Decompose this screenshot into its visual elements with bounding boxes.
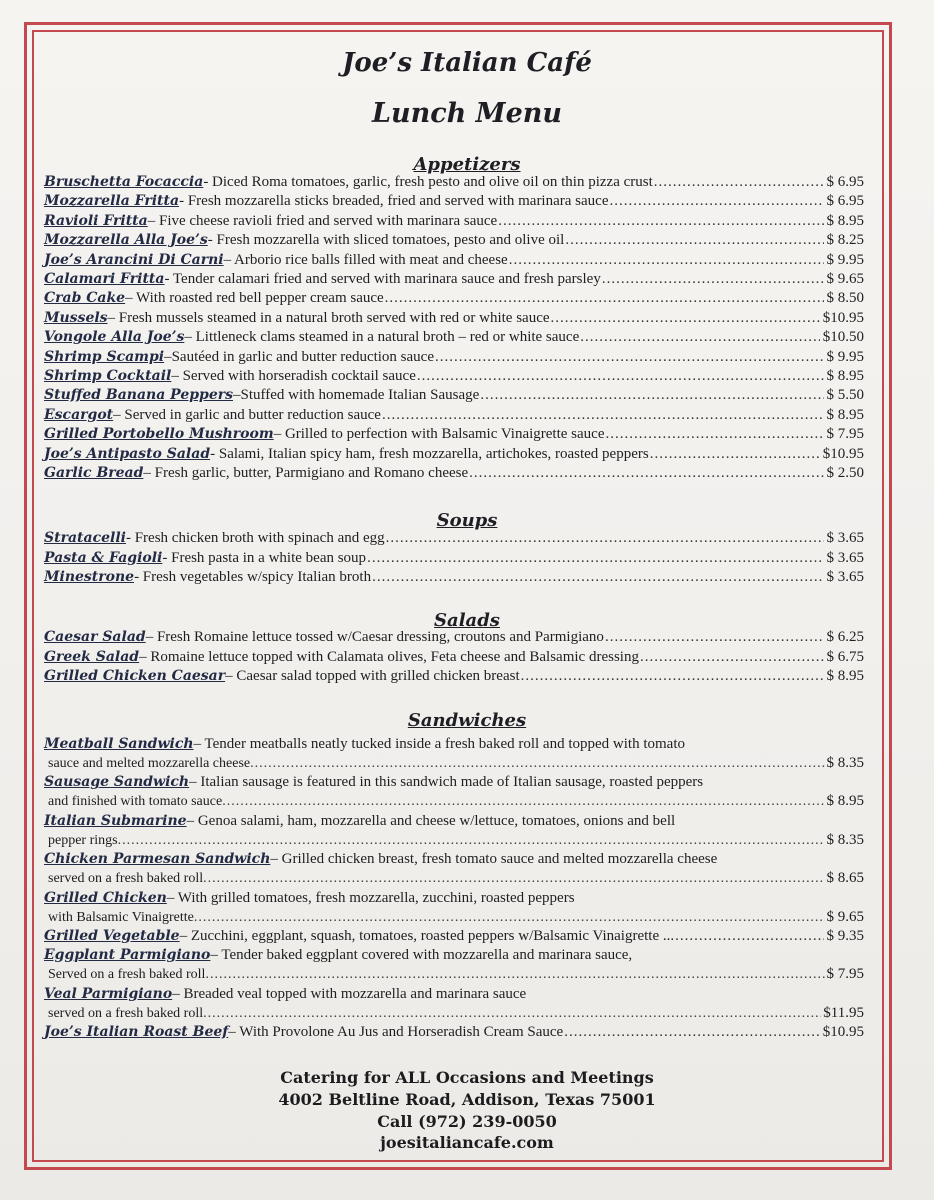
menu-item-description: - Salami, Italian spicy ham, fresh mozzarella, artichokes, roasted peppers bbox=[210, 445, 649, 462]
menu-item-price: $ 8.95 bbox=[826, 212, 864, 229]
dot-leader bbox=[480, 387, 823, 404]
menu-item-name: Shrimp Cocktail bbox=[44, 368, 172, 384]
menu-item bbox=[44, 446, 864, 465]
menu-item-description: – Zucchini, eggplant, squash, tomatoes, roasted peppers w/Balsamic Vinaigrette ... bbox=[179, 928, 675, 944]
menu-item bbox=[44, 213, 864, 232]
dot-leader bbox=[565, 232, 823, 249]
dot-leader bbox=[203, 871, 824, 887]
menu-item bbox=[44, 1024, 864, 1043]
dot-leader bbox=[382, 407, 824, 424]
dot-leader bbox=[203, 1006, 821, 1022]
menu-item-description: – With Provolone Au Jus and Horseradish Cream Sauce bbox=[228, 1024, 564, 1040]
dot-leader bbox=[602, 271, 824, 288]
menu-item-name: Greek Salad bbox=[44, 648, 140, 665]
menu-item-name: Grilled Vegetable bbox=[44, 928, 180, 944]
menu-item-description: – Caesar salad topped with grilled chicken breast bbox=[225, 668, 520, 685]
menu-item bbox=[44, 890, 864, 909]
menu-item-continuation bbox=[48, 793, 864, 812]
dot-leader bbox=[605, 629, 824, 646]
menu-item-price: $ 6.25 bbox=[826, 629, 864, 645]
menu-item-price: $ 8.35 bbox=[826, 831, 864, 848]
menu-item bbox=[44, 407, 864, 426]
menu-item-price: $ 8.65 bbox=[826, 870, 864, 887]
menu-item-price: $ 7.95 bbox=[826, 426, 864, 443]
menu-item bbox=[44, 928, 864, 947]
menu-item bbox=[44, 232, 864, 251]
menu-item-name: Ravioli Fritta bbox=[44, 212, 148, 229]
menu-item bbox=[44, 813, 864, 832]
menu-item-description: – Italian sausage is featured in this sandwich made of Italian sausage, roasted peppers bbox=[189, 774, 704, 791]
menu-item bbox=[44, 252, 864, 271]
menu-item-description: – Five cheese ravioli fried and served with marinara sauce bbox=[147, 212, 498, 229]
menu-item-description-cont: sauce and melted mozzarella cheese bbox=[48, 756, 251, 771]
menu-item-price: $ 3.65 bbox=[826, 530, 864, 546]
menu-item bbox=[44, 851, 864, 870]
dot-leader bbox=[551, 310, 820, 327]
menu-item-description: - Fresh mozzarella with sliced tomatoes, pesto and olive oil bbox=[207, 232, 565, 249]
restaurant-name: Joe’s Italian Café bbox=[342, 48, 592, 78]
menu-item-description: – Fresh Romaine lettuce tossed w/Caesar dressing, croutons and Parmigiano bbox=[145, 629, 604, 645]
dot-leader bbox=[372, 569, 823, 586]
menu-item-name: Pasta & Fagioli bbox=[44, 549, 163, 566]
menu-item-description: - Tender calamari fried and served with marinara sauce and fresh parsley bbox=[164, 271, 601, 287]
menu-item-name: Stratacelli bbox=[44, 530, 126, 546]
menu-item-description-cont: and finished with tomato sauce bbox=[48, 794, 223, 810]
menu-item-name: Sausage Sandwich bbox=[44, 774, 190, 791]
menu-item-description: - Fresh chicken broth with spinach and egg bbox=[125, 530, 385, 546]
menu-item bbox=[44, 947, 864, 966]
menu-item-name: Caesar Salad bbox=[44, 629, 146, 645]
menu-item-name: Mozzarella Alla Joe’s bbox=[44, 232, 208, 249]
menu-item-description: – Fresh garlic, butter, Parmigiano and Romano cheese bbox=[143, 465, 469, 481]
menu-item-name: Minestrone bbox=[44, 569, 135, 586]
menu-item-continuation bbox=[48, 966, 864, 985]
salads-heading: Salads bbox=[434, 610, 500, 631]
menu-item-price: $10.95 bbox=[822, 1024, 864, 1040]
menu-item-continuation bbox=[48, 1005, 864, 1024]
menu-item-name: Joe’s Antipasto Salad bbox=[44, 445, 211, 462]
menu-item-name: Bruschetta Focaccia bbox=[44, 174, 204, 190]
menu-item-description: – With roasted red bell pepper cream sauce bbox=[125, 290, 384, 307]
menu-item-name: Escargot bbox=[44, 406, 114, 423]
menu-item bbox=[44, 290, 864, 309]
menu-item bbox=[44, 530, 864, 549]
dot-leader bbox=[435, 349, 824, 366]
menu-item-name: Veal Parmigiano bbox=[44, 985, 173, 1002]
dot-leader bbox=[417, 368, 824, 385]
phone-line: Call (972) 239-0050 bbox=[377, 1112, 557, 1131]
menu-item-price: $10.95 bbox=[822, 445, 864, 462]
soups-heading: Soups bbox=[436, 510, 498, 531]
menu-item-name: Crab Cake bbox=[44, 290, 126, 307]
menu-item-continuation bbox=[48, 755, 864, 774]
menu-item-price: $ 3.65 bbox=[826, 569, 864, 586]
dot-leader bbox=[118, 833, 825, 849]
menu-item-description: - Diced Roma tomatoes, garlic, fresh pesto and olive oil on thin pizza crust bbox=[203, 174, 653, 190]
menu-item bbox=[44, 426, 864, 445]
menu-item-name: Grilled Portobello Mushroom bbox=[44, 426, 274, 443]
dot-leader bbox=[250, 756, 824, 772]
menu-item-continuation bbox=[48, 832, 864, 851]
dot-leader bbox=[675, 928, 823, 945]
dot-leader bbox=[606, 426, 824, 443]
menu-item-price: $ 8.35 bbox=[826, 755, 864, 771]
menu-item-price: $ 7.95 bbox=[826, 966, 864, 983]
menu-item-price: $ 6.95 bbox=[826, 174, 864, 190]
dot-leader bbox=[205, 967, 824, 983]
menu-item-name: Mussels bbox=[44, 309, 108, 326]
menu-item-price: $ 8.95 bbox=[826, 793, 864, 810]
menu-item bbox=[44, 387, 864, 406]
menu-item-price: $10.95 bbox=[822, 309, 864, 326]
menu-item-name: Vongole Alla Joe’s bbox=[44, 329, 185, 346]
menu-item-price: $ 8.95 bbox=[826, 406, 864, 423]
menu-item-name: Eggplant Parmigiano bbox=[44, 947, 211, 964]
address-line: 4002 Beltline Road, Addison, Texas 75001 bbox=[278, 1090, 656, 1109]
menu-item bbox=[44, 174, 864, 193]
menu-item-price: $11.95 bbox=[823, 1004, 864, 1021]
menu-item bbox=[44, 736, 864, 755]
menu-item-description: – Grilled to perfection with Balsamic Vinaigrette sauce bbox=[273, 426, 605, 443]
menu-item-description: – Fresh mussels steamed in a natural broth served with red or white sauce bbox=[107, 309, 550, 326]
dot-leader bbox=[222, 794, 824, 810]
menu-item-description-cont: with Balsamic Vinaigrette bbox=[48, 909, 194, 925]
menu-item-description: – Arborio rice balls filled with meat and cheese bbox=[223, 251, 508, 268]
menu-item-description: - Fresh mozzarella sticks breaded, fried and served with marinara sauce bbox=[179, 193, 609, 210]
website-line: joesitaliancafe.com bbox=[380, 1133, 554, 1152]
menu-item-price: $ 8.95 bbox=[826, 368, 864, 384]
dot-leader bbox=[367, 550, 823, 567]
menu-item-description: – Served in garlic and butter reduction sauce bbox=[113, 406, 381, 423]
menu-title: Lunch Menu bbox=[371, 98, 563, 129]
menu-item bbox=[44, 550, 864, 569]
menu-item-description: – Tender meatballs neatly tucked inside a fresh baked roll and topped with tomato bbox=[193, 736, 685, 752]
menu-item-name: Joe’s Arancini Di Carni bbox=[44, 251, 224, 268]
menu-item-name: Shrimp Scampi bbox=[44, 348, 165, 365]
dot-leader bbox=[564, 1024, 820, 1041]
menu-item-price: $ 6.95 bbox=[826, 193, 864, 210]
menu-item-continuation bbox=[48, 909, 864, 928]
dot-leader bbox=[469, 465, 823, 482]
menu-item bbox=[44, 349, 864, 368]
menu-item-description: – With grilled tomatoes, fresh mozzarella, zucchini, roasted peppers bbox=[166, 889, 575, 906]
dot-leader bbox=[650, 446, 820, 463]
menu-item-description: - Fresh vegetables w/spicy Italian broth bbox=[134, 569, 372, 586]
menu-item bbox=[44, 271, 864, 290]
menu-item-description: – Breaded veal topped with mozzarella and marinara sauce bbox=[172, 985, 527, 1002]
menu-item-price: $ 9.95 bbox=[826, 251, 864, 268]
menu-item-name: Joe’s Italian Roast Beef bbox=[44, 1024, 229, 1040]
menu-item-name: Stuffed Banana Peppers bbox=[44, 387, 233, 404]
menu-item-price: $ 9.95 bbox=[826, 348, 864, 365]
menu-item-description: – Tender baked eggplant covered with mozzarella and marinara sauce, bbox=[210, 947, 633, 964]
menu-item-name: Grilled Chicken Caesar bbox=[44, 668, 226, 685]
menu-item bbox=[44, 629, 864, 648]
menu-item-price: $ 8.95 bbox=[826, 668, 864, 685]
dot-leader bbox=[521, 668, 824, 685]
dot-leader bbox=[498, 213, 823, 230]
catering-line: Catering for ALL Occasions and Meetings bbox=[280, 1068, 654, 1087]
sandwiches-heading: Sandwiches bbox=[407, 710, 527, 731]
menu-item-price: $ 6.75 bbox=[826, 648, 864, 665]
menu-item bbox=[44, 569, 864, 588]
menu-item-name: Garlic Bread bbox=[44, 465, 144, 481]
menu-item-price: $ 2.50 bbox=[826, 465, 864, 481]
appetizers-heading: Appetizers bbox=[413, 154, 521, 175]
menu-item bbox=[44, 774, 864, 793]
menu-item-price: $10.50 bbox=[822, 329, 864, 346]
menu-item-description: –Sautéed in garlic and butter reduction sauce bbox=[164, 348, 434, 365]
menu-item-description-cont: pepper rings bbox=[48, 832, 118, 848]
menu-item-price: $ 5.50 bbox=[826, 387, 864, 404]
menu-item-name: Chicken Parmesan Sandwich bbox=[44, 851, 271, 868]
menu-item-price: $ 8.25 bbox=[826, 232, 864, 249]
menu-item-description-cont: served on a fresh baked roll bbox=[48, 871, 204, 887]
menu-item-price: $ 9.65 bbox=[826, 271, 864, 287]
menu-item-name: Grilled Chicken bbox=[44, 889, 167, 906]
menu-item bbox=[44, 986, 864, 1005]
menu-item-price: $ 9.65 bbox=[826, 908, 864, 925]
menu-item-continuation bbox=[48, 870, 864, 889]
dot-leader bbox=[640, 649, 824, 666]
dot-leader bbox=[194, 910, 825, 926]
dot-leader bbox=[580, 329, 820, 346]
dot-leader bbox=[509, 252, 824, 269]
menu-item-description: – Genoa salami, ham, mozzarella and cheese w/lettuce, tomatoes, onions and bell bbox=[186, 812, 676, 829]
menu-item bbox=[44, 465, 864, 484]
dot-leader bbox=[609, 193, 823, 210]
menu-item-price: $ 9.35 bbox=[826, 928, 864, 944]
menu-item-name: Meatball Sandwich bbox=[44, 736, 194, 752]
menu-item-price: $ 3.65 bbox=[826, 549, 864, 566]
menu-item-price: $ 8.50 bbox=[826, 290, 864, 307]
menu-item-name: Mozzarella Fritta bbox=[44, 193, 180, 210]
menu-item-name: Calamari Fritta bbox=[44, 271, 165, 287]
menu-item bbox=[44, 310, 864, 329]
dot-leader bbox=[654, 174, 824, 191]
dot-leader bbox=[385, 290, 824, 307]
menu-item-description: –Stuffed with homemade Italian Sausage bbox=[233, 387, 480, 404]
menu-item bbox=[44, 193, 864, 212]
menu-item-description: - Fresh pasta in a white bean soup bbox=[162, 549, 367, 566]
menu-item-description-cont: served on a fresh baked roll bbox=[48, 1005, 204, 1021]
menu-item bbox=[44, 368, 864, 387]
menu-item-description: – Grilled chicken breast, fresh tomato sauce and melted mozzarella cheese bbox=[270, 851, 718, 868]
menu-item-name: Italian Submarine bbox=[44, 812, 187, 829]
menu-item-description: – Romaine lettuce topped with Calamata olives, Feta cheese and Balsamic dressing bbox=[139, 648, 639, 665]
menu-item bbox=[44, 668, 864, 687]
dot-leader bbox=[386, 530, 824, 547]
menu-item-description: – Littleneck clams steamed in a natural broth – red or white sauce bbox=[184, 329, 580, 346]
menu-item-description-cont: Served on a fresh baked roll bbox=[48, 967, 206, 983]
menu-item bbox=[44, 329, 864, 348]
menu-item-description: – Served with horseradish cocktail sauce bbox=[171, 368, 416, 384]
menu-item bbox=[44, 649, 864, 668]
